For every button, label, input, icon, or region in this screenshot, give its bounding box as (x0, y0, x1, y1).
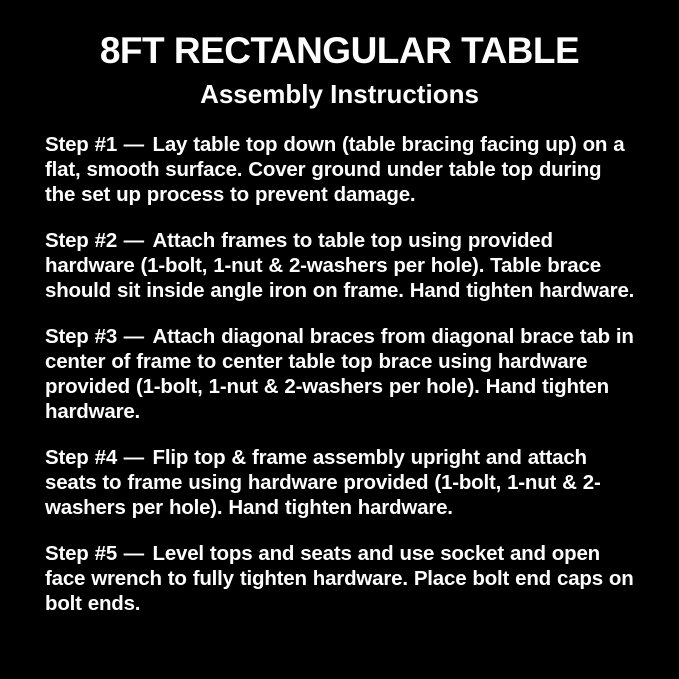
step-5-paragraph (45, 541, 637, 616)
step-1-label: Step #1 (45, 133, 118, 156)
step-2-label: Step #2 (45, 229, 118, 252)
step-1-text: Lay table top down (table bracing facing up) on a flat, smooth surface. Cover ground under table top during the set up process to prevent damage. (45, 133, 625, 206)
steps-list (0, 132, 679, 616)
step-4-text: Flip top & frame assembly upright and attach seats to frame using hardware provided (1-bolt, 1-nut & 2-washers per hole). Hand tighten hardware. (45, 446, 601, 519)
step-5-text: Level tops and seats and use socket and open face wrench to fully tighten hardware. Place bolt end caps on bolt ends. (45, 542, 634, 615)
em-dash: — (123, 133, 144, 156)
step-3-paragraph (45, 324, 637, 424)
page-title: 8FT RECTANGULAR TABLE (99, 30, 580, 71)
em-dash: — (123, 325, 144, 348)
step-3-text: Attach diagonal braces from diagonal brace tab in center of frame to center table top brace using hardware provided (1-bolt, 1-nut & 2-washers per hole). Hand tighten hardware. (45, 325, 634, 423)
em-dash: — (123, 446, 144, 469)
em-dash: — (123, 229, 144, 252)
page-subtitle: Assembly Instructions (200, 79, 479, 109)
step-1-paragraph (45, 132, 637, 207)
step-2-text: Attach frames to table top using provided hardware (1-bolt, 1-nut & 2-washers per hole). Table brace should sit inside angle iron on frame. Hand tighten hardware. (45, 229, 635, 302)
em-dash: — (123, 542, 144, 565)
step-4-paragraph (45, 445, 637, 520)
step-2-paragraph (45, 228, 637, 303)
step-4-label: Step #4 (45, 446, 118, 469)
step-5-label: Step #5 (45, 542, 118, 565)
step-3-label: Step #3 (45, 325, 118, 348)
